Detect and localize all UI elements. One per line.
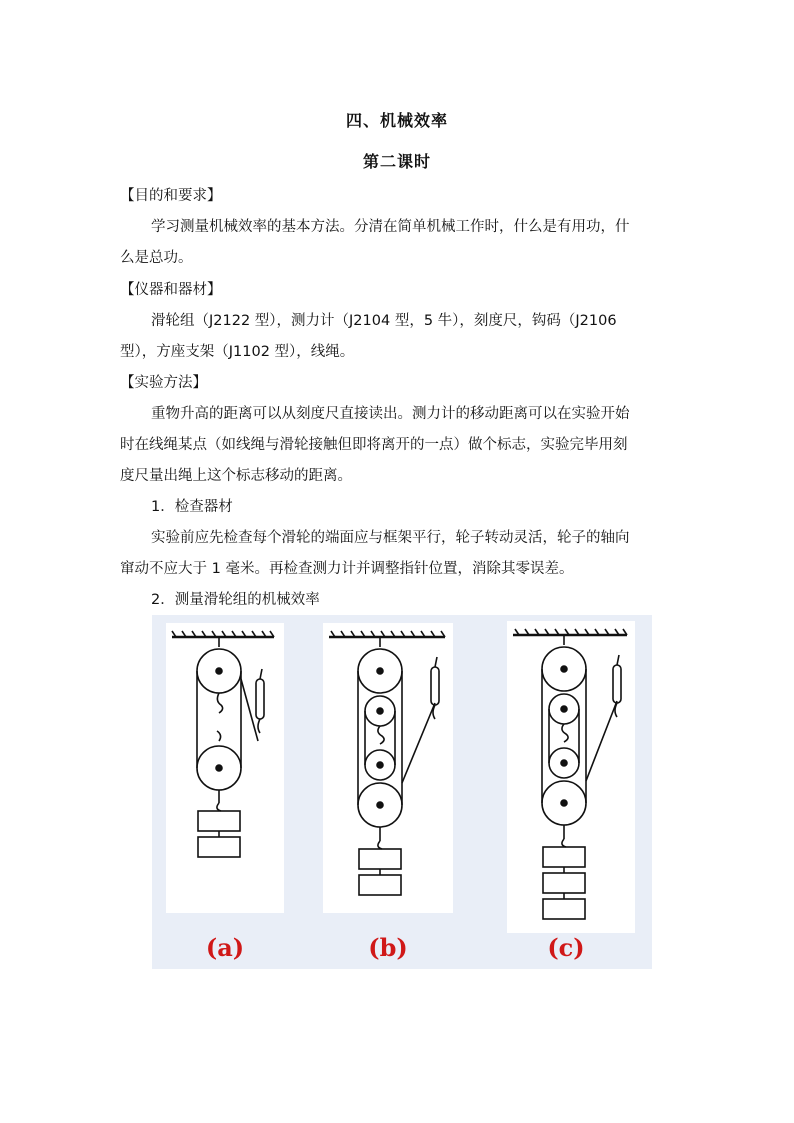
pulley-figure: [152, 615, 652, 969]
pulley-system-a-drawing: [166, 623, 284, 913]
purpose-header: 【目的和要求】: [120, 188, 222, 204]
step1-line-2: 窜动不应大于 1 毫米。再检查测力计并调整指针位置，消除其零误差。: [120, 561, 574, 577]
method-header: 【实验方法】: [120, 375, 207, 391]
method-line-2: 时在线绳某点（如线绳与滑轮接触但即将离开的一点）做个标志，实验完毕用刻: [120, 437, 628, 453]
pulley-system-c-drawing: [507, 621, 635, 933]
equipment-line-2: 型），方座支架（J1102 型），线绳。: [120, 344, 355, 360]
method-line-1: 重物升高的距离可以从刻度尺直接读出。测力计的移动距离可以在实验开始: [151, 406, 630, 422]
equipment-header: 【仪器和器材】: [120, 282, 222, 298]
step2-title: 2．测量滑轮组的机械效率: [151, 592, 320, 608]
caption-c: (c): [547, 933, 585, 962]
method-line-3: 度尺量出绳上这个标志移动的距离。: [120, 468, 352, 484]
caption-b: (b): [368, 933, 408, 962]
pulley-system-b-drawing: [323, 623, 453, 913]
equipment-line-1: 滑轮组（J2122 型），测力计（J2104 型，5 牛），刻度尺，钩码（J2106: [151, 313, 617, 329]
purpose-line-2: 么是总功。: [120, 250, 193, 266]
step1-line-1: 实验前应先检查每个滑轮的端面应与框架平行，轮子转动灵活，轮子的轴向: [151, 530, 630, 546]
caption-a: (a): [205, 933, 245, 962]
page-subtitle: 第二课时: [362, 152, 431, 171]
pulley-diagram-c: [507, 621, 635, 933]
step1-title: 1．检查器材: [151, 499, 233, 515]
page-title: 四、机械效率: [345, 111, 448, 130]
pulley-diagram-b: [323, 623, 453, 913]
pulley-diagram-a: [166, 623, 284, 913]
purpose-line-1: 学习测量机械效率的基本方法。分清在简单机械工作时，什么是有用功，什: [151, 219, 630, 235]
